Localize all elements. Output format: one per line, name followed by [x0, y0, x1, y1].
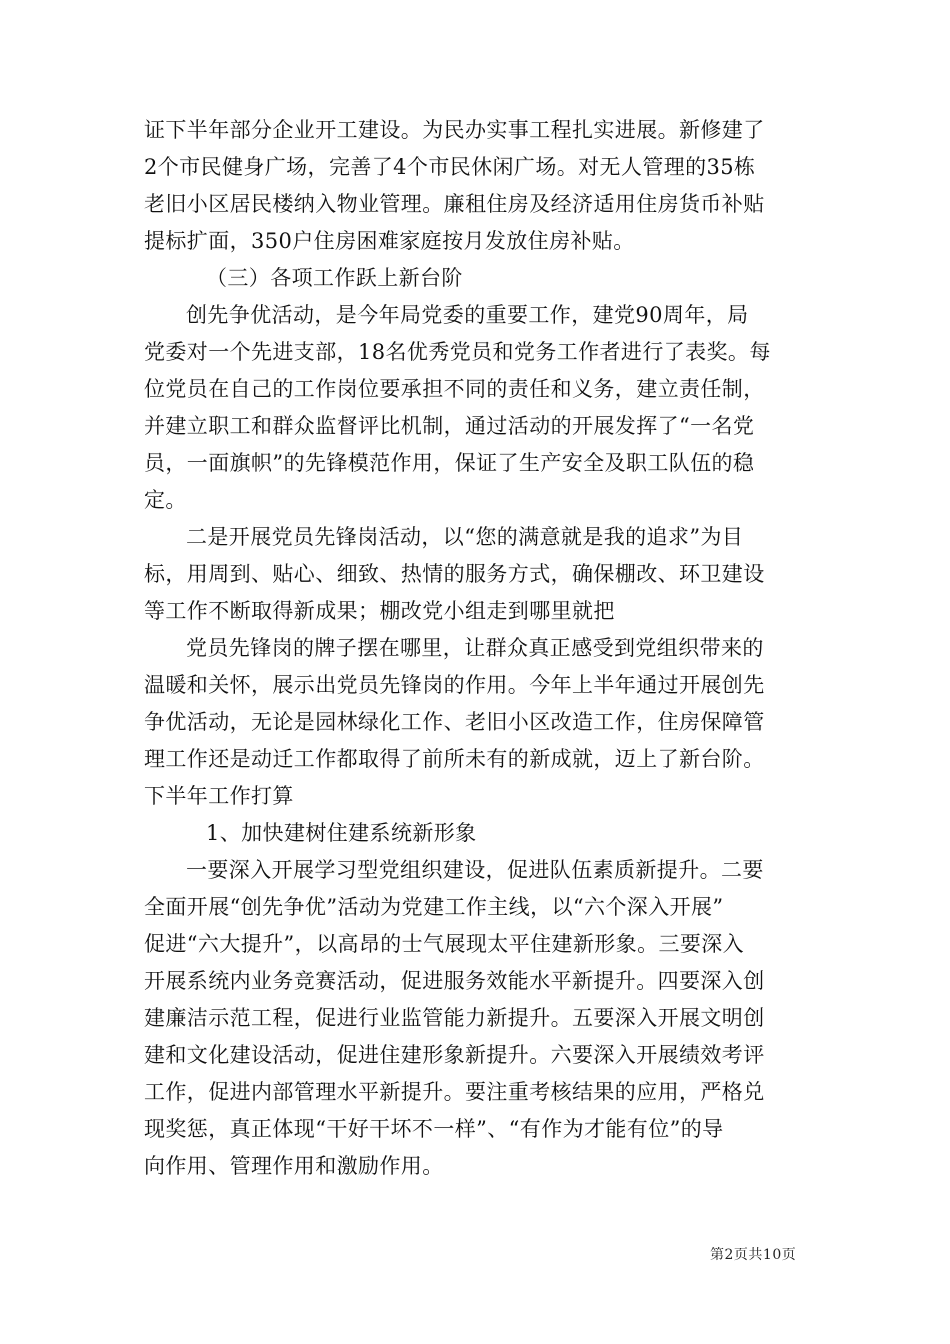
text-line: 定。 [144, 488, 187, 512]
section-heading-text: （三）各项工作跃上新台阶 [206, 266, 463, 290]
paragraph [144, 852, 816, 1185]
text-line: 证下半年部分企业开工建设。为民办实事工程扎实进展。新修建了 [144, 118, 765, 142]
document-body [144, 112, 816, 1185]
text-line: 全面开展“创先争优”活动为党建工作主线，以“六个深入开展” [144, 895, 724, 919]
text-line: 建和文化建设活动，促进住建形象新提升。六要深入开展绩效考评 [144, 1043, 765, 1067]
paragraph [144, 519, 816, 630]
text-line: 一要深入开展学习型党组织建设，促进队伍素质新提升。二要 [186, 858, 764, 882]
section-heading [144, 260, 816, 297]
paragraph [144, 297, 816, 519]
text-line: 党员先锋岗的牌子摆在哪里，让群众真正感受到党组织带来的 [186, 636, 764, 660]
text-line: 促进“六大提升”，以高昂的士气展现太平住建新形象。三要深入 [144, 932, 745, 956]
text-line: 提标扩面，350户住房困难家庭按月发放住房补贴。 [144, 229, 635, 253]
text-line: 2个市民健身广场，完善了4个市民休闲广场。对无人管理的35栋 [144, 155, 756, 179]
text-line: 创先争优活动，是今年局党委的重要工作，建党90周年，局 [186, 303, 749, 327]
text-line: 温暖和关怀，展示出党员先锋岗的作用。今年上半年通过开展创先 [144, 673, 765, 697]
text-line: 位党员在自己的工作岗位要承担不同的责任和义务，建立责任制， [144, 377, 765, 401]
text-line: 向作用、管理作用和激励作用。 [144, 1154, 444, 1178]
text-line: 党委对一个先进支部，18名优秀党员和党务工作者进行了表奖。每 [144, 340, 771, 364]
text-line: 等工作不断取得新成果；棚改党小组走到哪里就把 [144, 599, 615, 623]
page-number-footer: 第2页共10页 [710, 1247, 797, 1263]
paragraph [144, 112, 816, 260]
subsection-heading-text: 1、加快建树住建系统新形象 [206, 821, 477, 845]
section-heading-text: 下半年工作打算 [144, 784, 294, 808]
subsection-heading [144, 815, 816, 852]
text-line: 理工作还是动迁工作都取得了前所未有的新成就，迈上了新台阶。 [144, 747, 765, 771]
text-line: 并建立职工和群众监督评比机制，通过活动的开展发挥了“一名党 [144, 414, 755, 438]
text-line: 员，一面旗帜”的先锋模范作用，保证了生产安全及职工队伍的稳 [144, 451, 755, 475]
text-line: 争优活动，无论是园林绿化工作、老旧小区改造工作，住房保障管 [144, 710, 765, 734]
text-line: 老旧小区居民楼纳入物业管理。廉租住房及经济适用住房货币补贴 [144, 192, 765, 216]
text-line: 二是开展党员先锋岗活动，以“您的满意就是我的追求”为目 [186, 525, 744, 549]
paragraph [144, 630, 816, 778]
text-line: 开展系统内业务竞赛活动，促进服务效能水平新提升。四要深入创 [144, 969, 765, 993]
text-line: 标，用周到、贴心、细致、热情的服务方式，确保棚改、环卫建设 [144, 562, 765, 586]
text-line: 建廉洁示范工程，促进行业监管能力新提升。五要深入开展文明创 [144, 1006, 765, 1030]
text-line: 工作，促进内部管理水平新提升。要注重考核结果的应用，严格兑 [144, 1080, 765, 1104]
section-heading [144, 778, 816, 815]
text-line: 现奖惩，真正体现“干好干坏不一样”、“有作为才能有位”的导 [144, 1117, 724, 1141]
